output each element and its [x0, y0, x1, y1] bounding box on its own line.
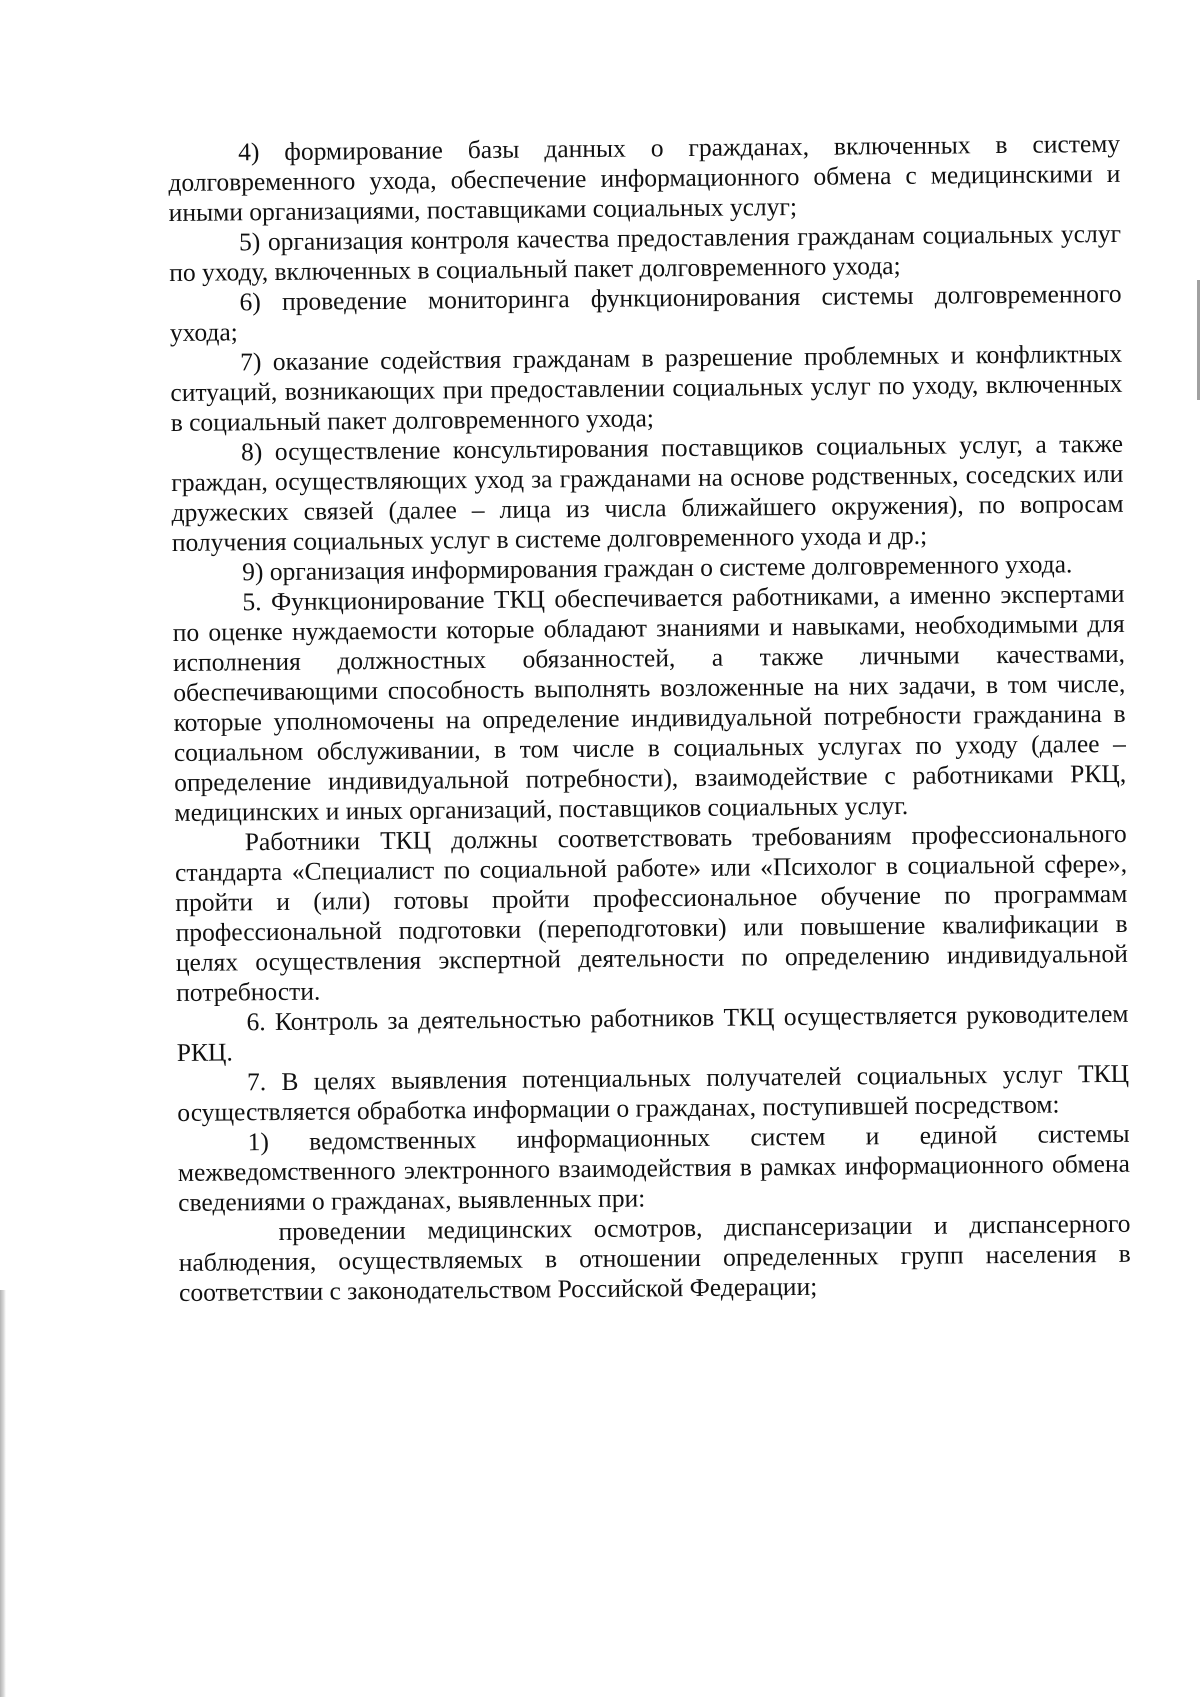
- document-body: [168, 129, 1131, 1308]
- scan-edge-shadow: [0, 1290, 6, 1697]
- paragraph-item-4: 4) формирование базы данных о гражданах, включенных в систему долговременного ухода, обеспечение информационного обмена с медицинскими и иными организациями, поставщиками социальных услуг;: [168, 128, 1121, 227]
- paragraph-subitem-1: 1) ведомственных информационных систем и единой системы межведомственного электронного взаимодействия в рамках информационного обмена сведениями о гражданах, выявленных при:: [177, 1118, 1131, 1217]
- paragraph-section-7: 7. В целях выявления потенциальных получателей социальных услуг ТКЦ осуществляется обработка информации о гражданах, поступившей посредством:: [177, 1058, 1130, 1127]
- paragraph-item-9: 9) организация информирования граждан о системе долговременного ухода.: [242, 549, 1073, 587]
- paragraph-staff-requirements: Работники ТКЦ должны соответствовать требованиям профессионального стандарта «Специалист по социальной работе» или «Психолог в социальной сфере», пройти и (или) готовы пройти профессиональное обучение по программам профессиональной подготовки (переподготовки) или повышение квалификации в целях осуществления экспертной деятельности по определению индивидуальной потребности.: [174, 818, 1129, 1007]
- paragraph-item-6: 6) проведение мониторинга функционирования системы долговременного ухода;: [169, 278, 1122, 347]
- paragraph-medical-checkups: проведении медицинских осмотров, диспансеризации и диспансерного наблюдения, осуществляемых в отношении определенных групп населения в соответствии с законодательством Российской Федерации;: [178, 1208, 1131, 1307]
- paragraph-section-6: 6. Контроль за деятельностью работников ТКЦ осуществляется руководителем РКЦ.: [176, 998, 1129, 1067]
- paragraph-item-7: 7) оказание содействия гражданам в разрешение проблемных и конфликтных ситуаций, возникающих при предоставлении социальных услуг по уходу, включенных в социальный пакет долговременного ухода;: [170, 338, 1123, 437]
- paragraph-item-8: 8) осуществление консультирования поставщиков социальных услуг, а также граждан, осуществляющих уход за гражданами на основе родственных, соседских или дружеских связей (далее – лица из числа ближайшего окружения), по вопросам получения социальных услуг в системе долговременного ухода и др.;: [171, 428, 1124, 557]
- paragraph-section-5: 5. Функционирование ТКЦ обеспечивается работниками, а именно экспертами по оценке нуждаемости которые обладают знаниями и навыками, необходимыми для исполнения должностных обязанностей, а также личными качествами, обеспечивающими способность выполнять возложенные на них задачи, в том числе, которые уполномочены на определение индивидуальной потребности гражданина в социальном обслуживании, в том числе в социальных услугах по уходу (далее – определение индивидуальной потребности), взаимодействие с работниками РКЦ, медицинских и иных организаций, поставщиков социальных услуг.: [172, 578, 1127, 827]
- paragraph-item-5: 5) организация контроля качества предоставления гражданам социальных услуг по уходу, включенных в социальный пакет долговременного ухода;: [169, 218, 1122, 287]
